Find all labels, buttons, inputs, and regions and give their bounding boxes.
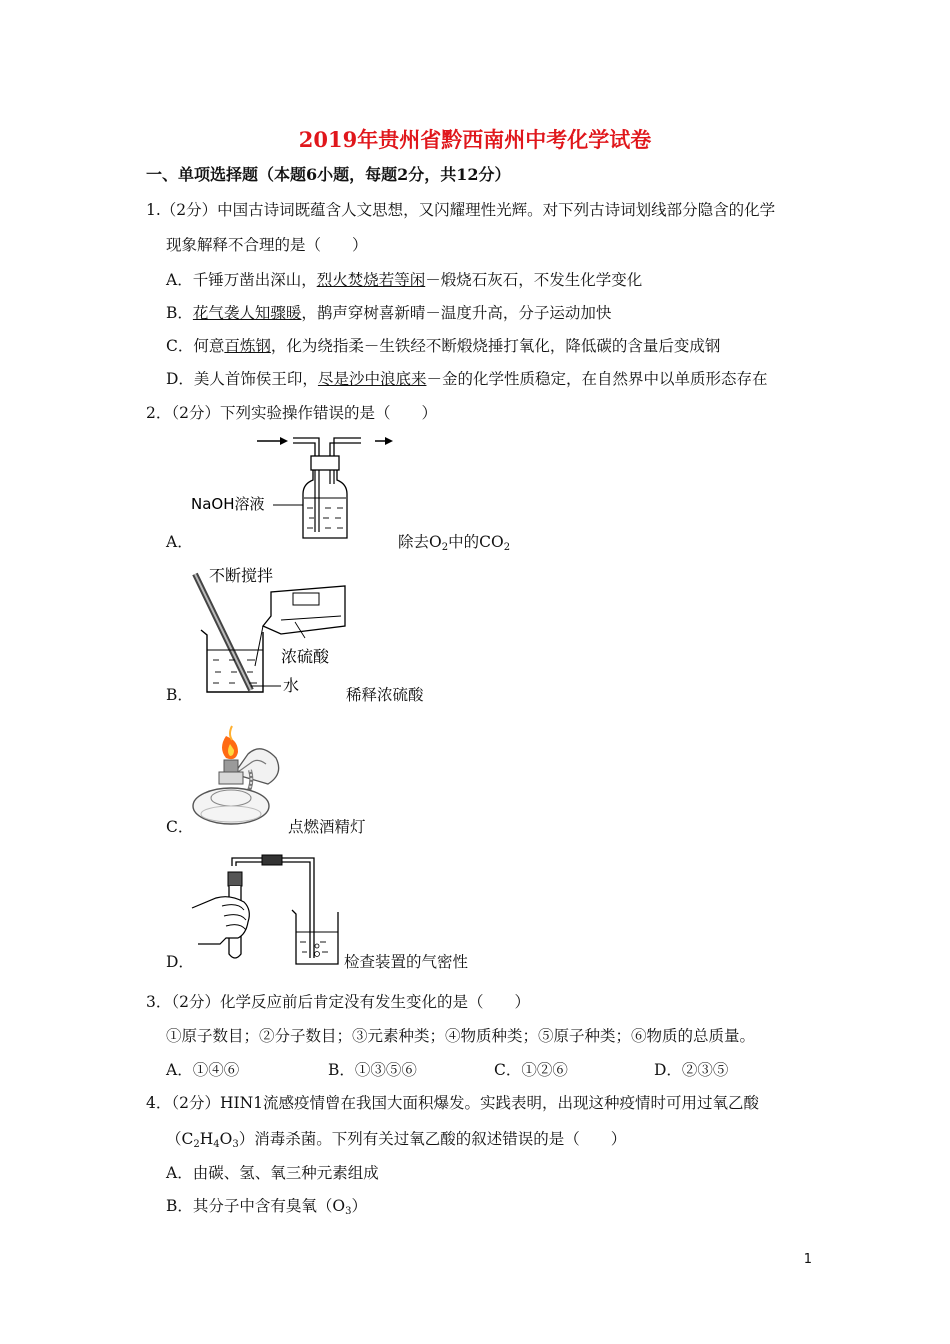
q2-option-a-letter: A．	[166, 533, 193, 551]
q2-option-d-letter: D．	[166, 953, 194, 971]
q2-option-d-caption: 检查装置的气密性	[344, 953, 469, 971]
stir-label: 不断搅拌	[209, 566, 274, 585]
q4-stem-line1: 4．（2分）HIN1流感疫情曾在我国大面积爆发。实践表明，出现这种疫情时可用过氧乙酸	[146, 1094, 760, 1112]
q2-option-b-caption: 稀释浓硫酸	[346, 686, 424, 704]
q2-option-b-letter: B．	[166, 686, 193, 704]
section-heading: 一、单项选择题（本题6小题，每题2分，共12分）	[146, 165, 511, 184]
dilute-acid-figure	[185, 562, 355, 702]
q2-option-c-letter: C．	[166, 818, 194, 836]
q1-option-a: A．千锤万凿出深山，烈火焚烧若等闲－煅烧石灰石，不发生化学变化	[166, 271, 643, 289]
q3-option-c: C．①②⑥	[494, 1061, 568, 1079]
q3-option-b: B．①③⑤⑥	[328, 1061, 417, 1079]
q3-option-a: A．①④⑥	[166, 1061, 240, 1079]
gas-washing-bottle-figure	[185, 428, 405, 546]
q4-option-a: A．由碳、氢、氧三种元素组成	[166, 1164, 379, 1182]
acid-label: 浓硫酸	[281, 647, 330, 666]
q2-stem: 2．（2分）下列实验操作错误的是（ ）	[146, 404, 437, 422]
q1-stem-line1: 1.（2分）中国古诗词既蕴含人文思想，又闪耀理性光辉。对下列古诗词划线部分隐含的化学	[146, 201, 776, 219]
q3-stem: 3．（2分）化学反应前后肯定没有发生变化的是（ ）	[146, 993, 530, 1011]
page-number: 1	[803, 1252, 812, 1267]
q4-option-b: B．其分子中含有臭氧$(O_3)$	[166, 1197, 367, 1217]
airtightness-check-figure	[190, 850, 350, 968]
q2-option-a-caption: 除去$O_2$中的$CO_2$	[398, 533, 511, 553]
q3-option-d: D．②③⑤	[654, 1061, 729, 1079]
water-label: 水	[283, 676, 300, 695]
q2-option-c-caption: 点燃酒精灯	[288, 818, 366, 836]
alcohol-lamp-figure	[186, 718, 286, 830]
q3-items: ①原子数目；②分子数目；③元素种类；④物质种类；⑤原子种类；⑥物质的总质量。	[166, 1027, 756, 1045]
page-title: 2019年贵州省黔西南州中考化学试卷	[298, 127, 652, 152]
q1-option-b: B．花气袭人知骤暖，鹊声穿树喜新晴－温度升高，分子运动加快	[166, 304, 612, 322]
q1-option-c: C．何意百炼钢，化为绕指柔－生铁经不断煅烧捶打氧化，降低碳的含量后变成钢	[166, 337, 721, 355]
q1-stem-line2: 现象解释不合理的是（ ）	[166, 236, 368, 254]
q4-stem-line2: $(C_2H_4O_3)$消毒杀菌。下列有关过氧乙酸的叙述错误的是（ ）	[166, 1130, 627, 1150]
naoh-solution-label: NaOH溶液	[191, 495, 265, 513]
q1-option-d: D．美人首饰侯王印，尽是沙中浪底来－金的化学性质稳定，在自然界中以单质形态存在	[166, 370, 768, 388]
